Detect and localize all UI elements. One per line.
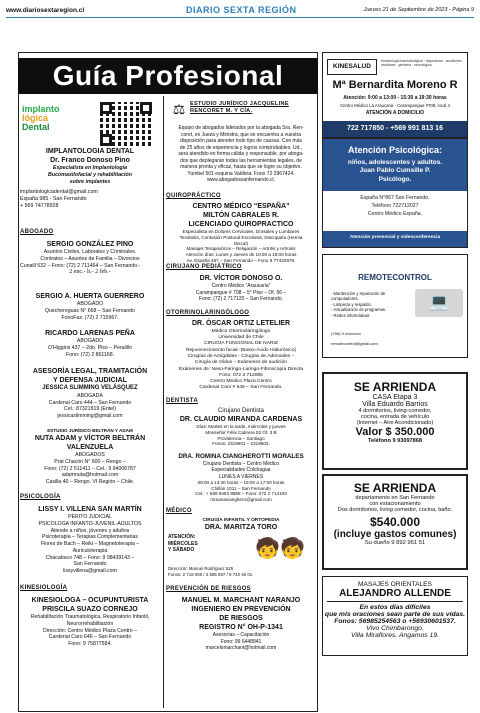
dentist-line: Especialidades Colchagua	[211, 467, 271, 474]
otorrino-line: Centro Médico Plaza Centro	[210, 379, 272, 385]
kinesalud-phones: 722 717850 - +569 991 813 16	[323, 121, 467, 137]
quiro-name: MILTÓN CABRALES R.	[202, 211, 280, 219]
psych-ad-title: Atención Psicológica:	[347, 145, 443, 155]
column-divider	[163, 96, 164, 708]
implantology-address: España 985 - San Fernando	[20, 195, 87, 202]
dentist-name: DRA. ROMINA CIANGHEROTTI MORALES	[178, 453, 304, 461]
otorrino-line: CIRUGÍA FUNCIONAL DE NARIZ	[204, 341, 278, 347]
dentist-line: Monseñor Félix Cabrera 02 Of. 3 B	[205, 429, 277, 435]
estudio-line: será atendido en forma cálida y responsable, por aboga-	[178, 151, 304, 157]
psychology-ad	[322, 138, 468, 248]
lawyer-name: RICARDO LARENAS PEÑA	[45, 330, 135, 337]
otorrino-line: Cardenal Caro # 646 – San Fernando.	[199, 385, 283, 391]
otorrino-line: Exámenes de: Naso-Faringo-Laringo-Fibroscopía Directa	[178, 366, 304, 372]
lawyer-line: Fono: (72) 2 511411 – Cel.: 9 94006787	[44, 465, 136, 472]
psych-ad-line: España N°867 San Fernando.	[360, 195, 430, 201]
psych-ad-line: Centro Médico España.	[367, 210, 423, 217]
implantology-email[interactable]: implantologicadental@gmail.com	[20, 188, 98, 195]
kine-line: Fono: 9 75877584.	[68, 641, 112, 648]
rent-house-line: 4 dormitorios, living-comedor,	[358, 408, 432, 414]
abogado-heading: ABOGADO	[20, 229, 54, 235]
lawyer-line: Contratos – Asuntos de Familia – Divorcios	[40, 255, 140, 262]
implantology-spec1: Especialista en Implantología	[52, 165, 128, 172]
lawyer-line: Asuntos Civiles, Laborales y Criminales.	[43, 249, 137, 256]
medico-hours-line: Y SÁBADO	[168, 547, 195, 553]
quiropractico-entry	[166, 203, 316, 264]
massage-line: En estos días difíciles	[359, 604, 431, 611]
otorrino-line: Fono: 072 2 712085	[219, 372, 263, 378]
rent-apt-line: con estacionamiento	[369, 501, 421, 507]
quiro-name: CENTRO MÉDICO “ESPAÑA”	[192, 203, 290, 210]
lawyer-line[interactable]: jessicaslimming@gmail.com	[57, 413, 123, 420]
psych-line: PSICOLOGA INFANTO-JUVENIL-ADULTOS	[38, 520, 142, 527]
quiro-line: Especialista en Dolores Cervicales, Dorsales y Lumbares	[182, 229, 300, 235]
lawyer-name: VALENZUELA	[66, 444, 114, 452]
kinesalud-address: Centro Médico La Araucaria - Carampangue #708, local 4	[340, 103, 450, 108]
rent-apt-line: Dos dormitorios, living comedor, cocina, baño.	[337, 507, 453, 513]
psych-line: Atiende a niños, jóvenes y adultos	[50, 527, 130, 534]
kine-line: Cardenal Caro 646 – San Fernando	[48, 634, 132, 641]
riesgos-name: REGISTRO N° OH-P-1341	[199, 624, 283, 632]
rent-house-line: cocina, entrada de vehículo	[360, 414, 430, 420]
lawyer-line: FonoFax: (72) 2 715967.	[61, 314, 119, 321]
kine-name: PRISCILA SUAZO CORNEJO	[42, 606, 138, 614]
kinesalud-tagline: Kinesiología traumatológica · respiratoria · accidentes escolares · geriatría · neurológica	[381, 59, 462, 68]
estudio-line: Yumbel 501 esquina Valdivia. Fono 72 2967424.	[187, 170, 295, 177]
dentist-line: Cirujano Dentista	[217, 408, 265, 414]
medico-address	[168, 566, 316, 577]
otorrino-entry	[166, 320, 316, 392]
lawyer-line: ABOGADA	[77, 392, 103, 399]
psych-ad-footer: Atención presencial y videoconferencia	[349, 235, 441, 240]
qr-code-icon	[100, 102, 152, 146]
massage-ad	[322, 576, 468, 656]
kinesalud-logo: KINESALUD	[327, 59, 377, 75]
dentist-line: Chillán 1011 – San Fernando	[211, 485, 271, 491]
kinesalud-hours: Atención: 9:00 a 13:00 - 15:30 a 19:30 horas	[343, 95, 447, 101]
guide-title: Guía Profesional	[18, 58, 318, 94]
psych-line: PERITO JUDICIAL	[68, 514, 112, 521]
massage-phones: Fonos: 56985254563 o +56930601537.	[334, 618, 456, 625]
riesgos-line: Asesorías – Capacitación	[212, 632, 270, 639]
lawyer-line: O'Higgins 437 – 2do. Piso – Peralillo	[47, 344, 133, 351]
psychologist-name: LISSY I. VILLENA SAN MARTÍN	[38, 506, 142, 513]
estudio-heading: ESTUDIO JURÍDICO JACQUELINE RENCORET M. Y CÍA.	[190, 101, 289, 114]
riesgos-name: DE RIESGOS	[219, 615, 263, 623]
lawyer-line[interactable]: adamnuta@hotmail.com	[61, 472, 119, 479]
implantology-heading: IMPLANTOLOGIA DENTAL	[45, 148, 135, 155]
otorrino-heading: OTORRINOLARINGÓLOGO	[166, 310, 250, 316]
quiro-line: Masajes Terapéuticos – Relajación – Artritis y Artrosis	[186, 246, 296, 252]
implantology-phone: + 569 74778928	[20, 202, 59, 209]
medico-address-line: Dirección: Manuel Rodríguez 525	[168, 566, 234, 571]
remote-line: - Mantención y reparación de computadores.	[331, 291, 386, 302]
otorrino-line: Cirugías de Amígdalas - Cirugías de Adenoides –	[187, 354, 295, 360]
kinesalud-ad	[322, 52, 468, 138]
dentist-line: Cel.: + 569 9453 9888 – Fono: 072 2 714100	[195, 491, 287, 497]
quiro-name: LICENCIADO QUIROPRACTICO	[188, 220, 294, 228]
massage-title: MASAJES ORIENTALES	[358, 581, 432, 588]
computer-icon: 💻	[415, 289, 463, 317]
rent-house-line: CASA Etapa 3	[372, 394, 418, 401]
cirujano-entry	[166, 274, 316, 303]
estudio-line: coret, ex Jueza y Ministra, que se encuentra a vuestra	[180, 131, 302, 138]
psicologia-heading: PSICOLOGÍA	[20, 494, 61, 500]
rent-apt-title: SE ARRIENDA	[353, 481, 437, 495]
lawyer-name: NUTA ADAM y VÍCTOR BELTRÁN	[34, 434, 146, 442]
lawyer-line: Prat Chacón N° 600 – Rengo –	[54, 458, 126, 465]
remote-line: - Redes informáticas	[331, 312, 370, 318]
psych-ad-address	[323, 191, 467, 231]
massage-line: que mis oraciones sean parte de sus vidas.	[324, 611, 466, 618]
rent-apt-price: $540.000	[369, 515, 421, 529]
dentist-line: LUNES A VIERNES	[218, 473, 264, 480]
otorrino-line: Universidad de Chile	[218, 335, 264, 341]
site-url[interactable]: www.diariosextaregion.cl	[6, 7, 85, 14]
psych-line: Flores de Bach – Reiki – Magnetoterapia –	[40, 541, 140, 548]
estudio-line: disposición para atender todo tipo de causas. Con más	[179, 138, 303, 144]
estudio-entry	[166, 125, 316, 184]
logo-text-1: implanto	[22, 104, 60, 114]
kinesalud-home: ATENCIÓN A DOMICILIO	[365, 110, 425, 116]
cirujano-heading: CIRUJANO PEDIÁTRICO	[166, 264, 242, 270]
implantology-doctor: Dr. Franco Donoso Pino	[50, 157, 130, 165]
medico-line: CIRUGÍA INFANTIL Y ORTOPEDIA	[202, 518, 280, 523]
surgeon-line: Centro Médico “Araucaria”	[211, 283, 271, 290]
lawyer-line: Quechereguas N° 668 – San Fernando	[44, 307, 136, 314]
lawyer-line: 2 enc.- h.- 2 feb.-	[69, 269, 111, 276]
otorrino-line: Rejuvenecimiento facial -(Botox-Ácido Hialurónico)	[185, 347, 297, 353]
estudio-line: manera pronta y eficaz, hasta que se logre su objetivo.	[180, 164, 302, 170]
lawyer-name: Y DEFENSA JUDICIAL	[53, 377, 127, 385]
logo-text-3: Dental	[22, 122, 50, 132]
header-divider	[6, 17, 474, 18]
implantology-block	[20, 147, 160, 209]
remotecontrol-email[interactable]: remotecontrol@gmail.com	[331, 341, 378, 346]
dentista-heading: DENTISTA	[166, 398, 198, 404]
rent-apartment-ad	[322, 474, 468, 570]
massage-name: ALEJANDRO ALLENDE	[339, 588, 451, 599]
quiro-line: Discal)	[233, 240, 249, 246]
kine-line: Rehabilitación Traumatológica, Respiratorio Infantil,	[30, 614, 150, 621]
estudio-line: dos que deplegaran todas las herramientas legales, de	[180, 157, 302, 164]
remotecontrol-phone: (+56) 9 xxxxxxxx	[331, 331, 361, 336]
lawyer-line: ABOGADO	[76, 301, 104, 308]
abogado-entry-5	[20, 428, 160, 486]
abogado-entry-2	[20, 292, 160, 321]
lawyer-line: Casilla 40 – Rengo. VI Región – Chile.	[45, 479, 135, 486]
psych-ad-line: Teléfono 722712027	[371, 202, 419, 209]
medico-name: DRA. MARITZA TORO	[204, 523, 278, 531]
estudio-line: Equipo de abogados liderados por la abogada Sra. Ren-	[178, 125, 304, 131]
estudio-line[interactable]: www.abogadossanfernando.cl.	[206, 177, 276, 183]
implantology-spec3: sobre implantes	[69, 178, 111, 185]
psych-line: Psicoterapia – Terapias Complementarias	[42, 534, 138, 541]
lawyer-firm: ESTUDIO JURÍDICO BELTRÁN Y ADAM	[47, 428, 133, 433]
otorrino-line: Cirugía de Oídos – Exámenes de audición	[195, 360, 287, 366]
quiro-line: Tendinitis, Contusión Postural Escoliosis, Discopatía (Hernia	[179, 234, 303, 240]
quiropractico-heading: QUIROPRÁCTICO	[166, 193, 221, 199]
lawyer-name: JESSICA SLIMMING VELÁSQUEZ	[42, 385, 138, 392]
riesgos-line: Fono: 99 6448841	[220, 638, 262, 645]
lawyer-name: SERGIO A. HUERTA GUERRERO	[35, 293, 145, 300]
lawyer-name: ASESORÍA LEGAL, TRAMITACIÓN	[32, 368, 148, 375]
lawyer-line: Cardenal Caro 444 – San Fernando	[48, 399, 132, 406]
medico-address-line: Fonos: 2 718 050 / 2 585 597 / 9 742 46 01	[168, 571, 253, 577]
medico-hours-line: MIÉRCOLES	[168, 540, 198, 547]
psych-line[interactable]: lissyvillena@gmail.com	[63, 568, 117, 575]
implantology-spec2: Bucomaxilofacial y rehabilitación	[48, 172, 132, 179]
psych-line: Chacabuco 748 – Fono: 9 98439143 –	[45, 554, 135, 561]
implantologica-logo	[22, 105, 88, 137]
psych-line: Auriculoterapia	[72, 547, 108, 554]
remote-line: - Limpieza y respaldo.	[331, 301, 372, 307]
psych-ad-line: Juan Pablo Cumsille P.	[359, 167, 431, 175]
abogado-entry-4	[20, 367, 160, 420]
otorrino-line: Médico Otorrinolaringólogo	[211, 328, 271, 334]
page-header	[6, 5, 474, 17]
psych-ad-line: niños, adolescentes y adultos.	[347, 159, 443, 166]
remotecontrol-services	[331, 291, 409, 318]
otorrino-name: DR. ÓSCAR ORTIZ LETELIER	[192, 320, 290, 327]
rent-house-line: (Internet – Aire Acondicionado)	[356, 420, 434, 426]
dentist-line: Días: Martes en la tarde, miércoles y jueves	[196, 424, 286, 430]
lawyer-line: ABOGADOS	[75, 452, 105, 459]
medico-heading: MÉDICO	[166, 508, 192, 514]
dentist-line[interactable]: romanacianghero@gmail.com	[210, 497, 272, 502]
riesgos-name: INGENIERO EN PREVENCIÓN	[191, 606, 291, 614]
massage-line: Villa Miraflores. Angamos 19.	[350, 632, 440, 639]
medico-entry	[166, 518, 316, 533]
lawyer-line: Cunaill 532 – Fono: (72) 2 711464 – San Fernando.-	[20, 262, 141, 269]
riesgos-heading: PREVENCIÓN DE RIESGOS	[166, 586, 251, 592]
rent-apt-line: departamento en San Fernando	[355, 495, 435, 501]
abogado-entry-1	[20, 240, 160, 277]
surgeon-line: Fono: (72) 2 717120 – San Fernando.	[199, 296, 283, 303]
medico-hours-line: ATENCIÓN:	[168, 534, 196, 540]
kine-name: KINESIOLOGA – OCUPUNTURISTA	[31, 597, 149, 604]
remotecontrol-ad	[322, 254, 468, 358]
rent-apt-line: (incluye gastos comunes)	[333, 529, 457, 540]
children-illustration-icon: 🧒🧒	[255, 538, 305, 560]
quiro-line: Av. España 467 – San Fernando – Fono 9 77432979.	[186, 257, 296, 263]
logo-text-2: lógica	[22, 113, 49, 123]
riesgos-line[interactable]: marcelomarchant@hotmail.com	[205, 645, 277, 652]
dentist-line: Fonos: 2319601 – 2319603.	[212, 441, 270, 447]
lawyer-line: Fono: (72) 2 861168.	[65, 351, 115, 358]
kine-line: Neurorrehabilitación	[66, 620, 114, 627]
rent-house-line: Villa Eduardo Barrios	[362, 401, 428, 408]
dentist-line: 09:00 a 13:30 horas – 16:00 a 17:00 horas	[197, 479, 285, 485]
medico-hours	[168, 534, 228, 554]
remotecontrol-logo: REMOTECONTROL	[358, 273, 432, 282]
kinesalud-name: Mª Bernardita Moreno R	[332, 79, 458, 91]
surgeon-name: DR. VÍCTOR DONOSO O.	[199, 275, 283, 282]
section-title: DIARIO SEXTA REGIÓN	[186, 5, 297, 15]
scales-of-justice-icon: ⚖	[172, 101, 186, 117]
page-date: Jueves 21 de Septiembre de 2023 - Página 9	[363, 7, 474, 13]
rent-house-price: Valor $ 350.000	[355, 426, 435, 438]
riesgos-entry	[166, 596, 316, 652]
rent-house-title: SE ARRIENDA	[353, 380, 437, 394]
rent-house-ad	[322, 372, 468, 470]
lawyer-name: SERGIO GONZÁLEZ PINO	[46, 241, 134, 248]
riesgos-name: MANUEL M. MARCHANT NARANJO	[181, 597, 301, 604]
surgeon-line: Carampangue # 708 – 5° Piso – Of. 56 –	[195, 289, 287, 296]
dentist-line: Cirujano Dentista – Centro Médico	[202, 461, 280, 468]
rent-house-phone: Teléfono 9 93097868	[368, 438, 422, 444]
lawyer-line: ABOGADO	[76, 338, 104, 345]
psych-ad-line: Psicólogo.	[378, 175, 412, 183]
dentista-entry	[166, 408, 316, 503]
rent-apt-owner: Su dueño 9 892 961 51	[364, 540, 426, 546]
kine-line: Dirección: Centro Médico Plaza Centro –	[43, 627, 137, 634]
dentist-name: DR. CLAUDIO MIRANDA CARDENAS	[179, 415, 303, 423]
psych-ad-body	[323, 159, 467, 184]
lawyer-line: Cel.: 87321819 (Entel)	[64, 406, 116, 413]
psicologia-entry	[20, 505, 160, 575]
abogado-entry-3	[20, 329, 160, 358]
kinesiologia-entry	[20, 596, 160, 648]
massage-line: Vivo Chimbarongo.	[366, 625, 424, 632]
kinesiologia-heading: KINESIOLOGÍA	[20, 585, 68, 591]
estudio-line: de 25 años de experiencia y logros comprobables. Ud.,	[179, 144, 303, 151]
remote-line: - Actualización de programas.	[331, 307, 387, 313]
dentist-line: Providencia – Santiago	[217, 435, 265, 441]
psych-line: San Fernando	[73, 561, 107, 568]
quiro-line: Atención días: Lunes y Jueves de 10:00 a 18:00 horas	[185, 252, 297, 258]
